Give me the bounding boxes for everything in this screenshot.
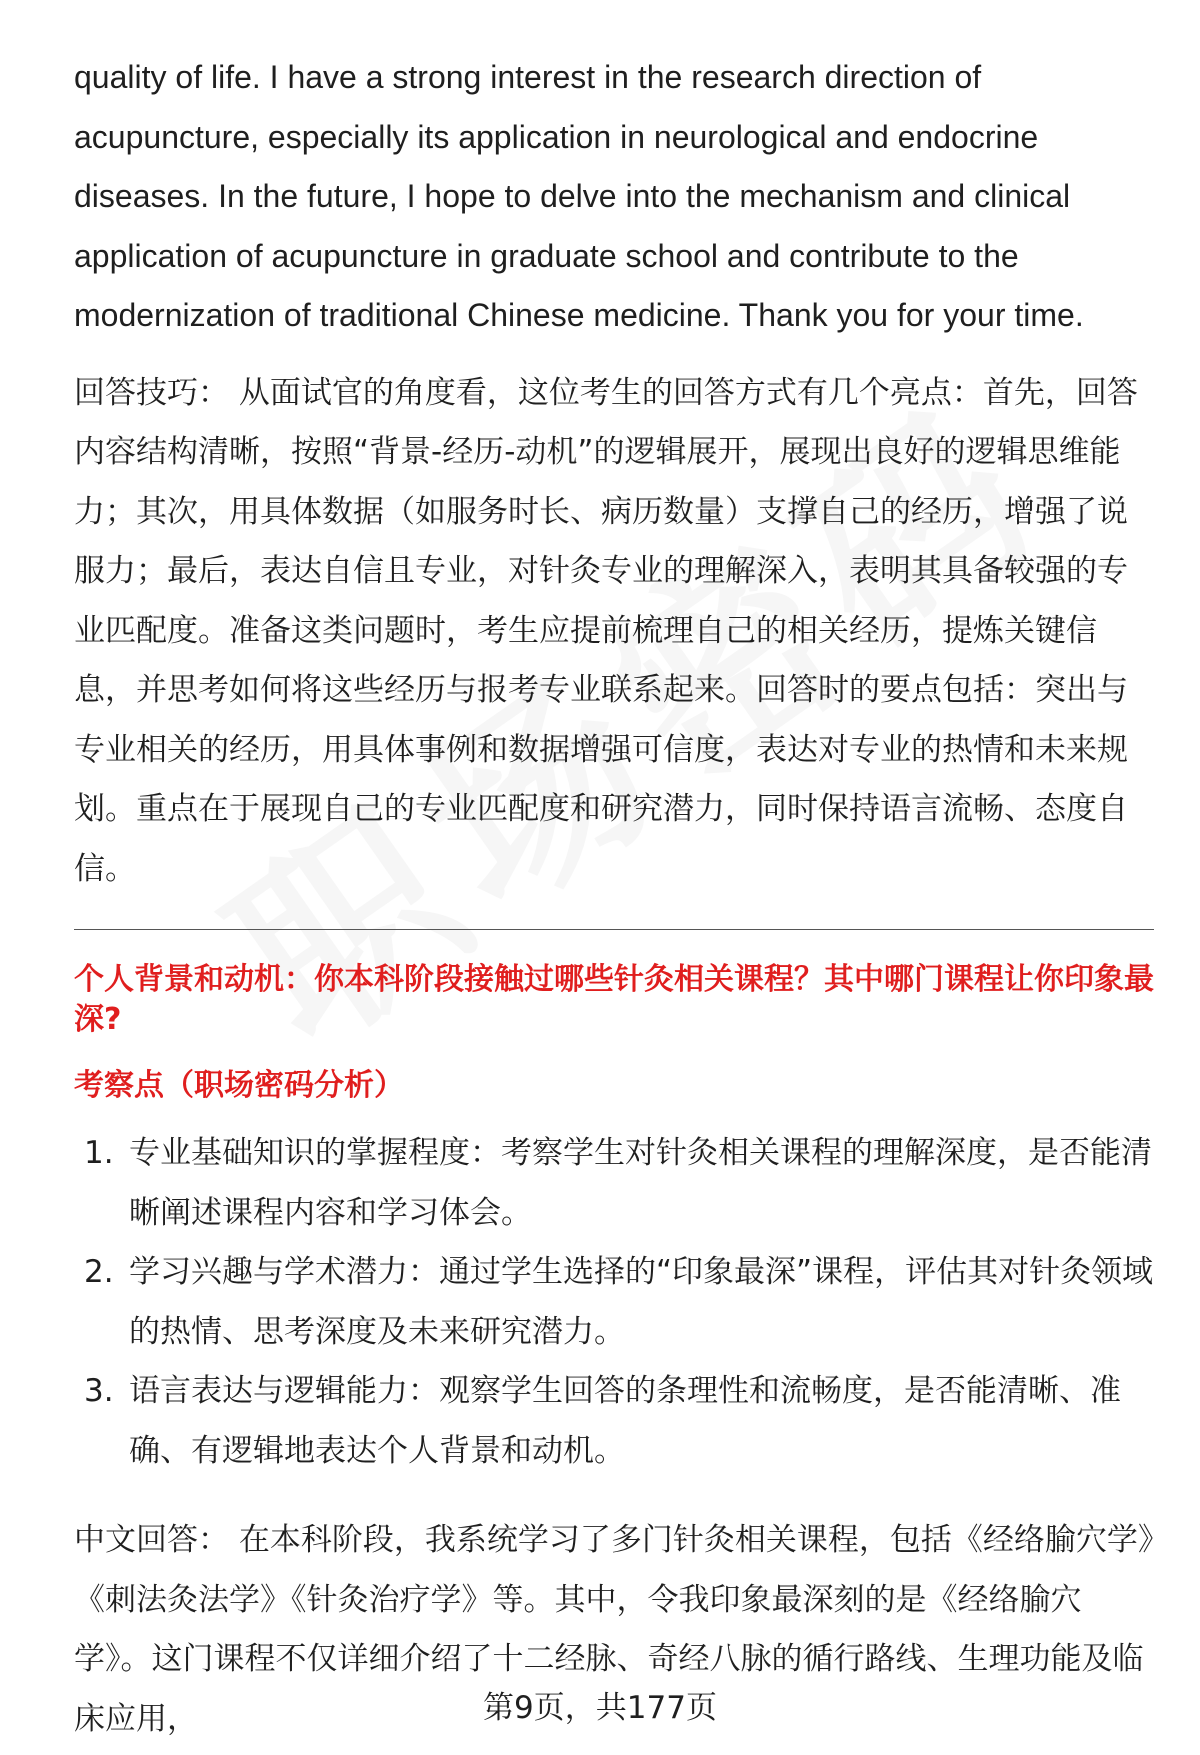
list-item-text: 专业基础知识的掌握程度：考察学生对针灸相关课程的理解深度，是否能清晰阐述课程内容和学习体会。 [129, 1135, 1152, 1231]
assessment-points-title: 考察点（职场密码分析） [74, 1068, 404, 1103]
page-number-footer: 第9页，共177页 [483, 1690, 717, 1726]
list-item-number: 1. [84, 1135, 114, 1171]
chinese-answer-text: 在本科阶段，我系统学习了多门针灸相关课程，包括《经络腧穴学》《刺法灸法学》《针灸治疗学》等。其中，令我印象最深刻的是《经络腧穴学》。这门课程不仅详细介绍了十二经脉、奇经八脉的循行路线、生理功能及临床应用， [74, 1522, 1154, 1737]
list-item-text: 学习兴趣与学术潜力：通过学生选择的“印象最深”课程，评估其对针灸领域的热情、思考深度及未来研究潜力。 [129, 1254, 1154, 1350]
list-item [74, 1362, 1154, 1481]
question-title: 个人背景和动机：你本科阶段接触过哪些针灸相关课程？其中哪门课程让你印象最深? [74, 962, 1154, 1037]
chinese-answer-label: 中文回答： [74, 1522, 229, 1558]
answer-tips-label: 回答技巧： [74, 374, 229, 411]
list-item-number: 3. [84, 1373, 114, 1409]
intro-english-paragraph: quality of life. I have a strong interest in the research direction of acupuncture, especially its application in neurological and endocrine diseases. In the future, I hope to delve into the mechanism and clinical application of acupuncture in graduate school and contribute to the modernization of traditional Chinese medicine. Thank you for your time. [74, 59, 1084, 333]
list-item-text: 语言表达与逻辑能力：观察学生回答的条理性和流畅度，是否能清晰、准确、有逻辑地表达个人背景和动机。 [129, 1373, 1121, 1469]
assessment-points-list [74, 1124, 1154, 1481]
section-divider [74, 929, 1154, 930]
answer-tips-text: 从面试官的角度看，这位考生的回答方式有几个亮点：首先，回答内容结构清晰，按照“背景-经历-动机”的逻辑展开，展现出良好的逻辑思维能力；其次，用具体数据（如服务时长、病历数量）支撑自己的经历，增强了说服力；最后，表达自信且专业，对针灸专业的理解深入，表明其具备较强的专业匹配度。准备这类问题时，考生应提前梳理自己的相关经历，提炼关键信息，并思考如何将这些经历与报考专业联系起来。回答时的要点包括：突出与专业相关的经历，用具体事例和数据增强可信度，表达对专业的热情和未来规划。重点在于展现自己的专业匹配度和研究潜力，同时保持语言流畅、态度自信。 [74, 374, 1138, 887]
document-page [74, 48, 1154, 1749]
answer-tips-paragraph [74, 364, 1154, 900]
list-item-number: 2. [84, 1254, 114, 1290]
list-item [74, 1243, 1154, 1362]
list-item [74, 1124, 1154, 1243]
